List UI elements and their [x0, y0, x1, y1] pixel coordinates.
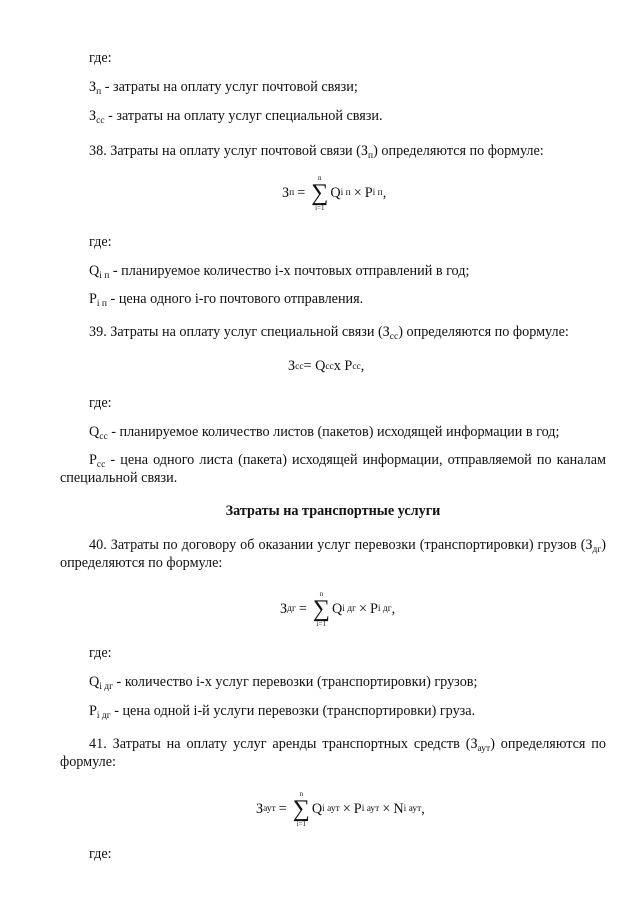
section-heading: Затраты на транспортные услуги	[225, 503, 441, 519]
definition-pip: $P_{i п}$ - цена одного i-го почтового отправления.	[89, 291, 364, 309]
where-label-5: где:	[89, 846, 112, 862]
sum-symbol: n ∑ i=1	[311, 174, 329, 212]
where-label-1: где:	[89, 50, 112, 66]
definition-zp: $З_п$ - затраты на оплату услуг почтовой связи;	[89, 79, 358, 97]
definition-zss: $З_{сс}$ - затраты на оплату услуг специальной связи.	[89, 108, 383, 126]
where-label-3: где:	[89, 395, 112, 411]
formula-rental: З аут = n ∑ i=1 Q i аут × P i аут × N i аут ,	[256, 790, 425, 828]
definition-qidg: $Q_{i дг}$ - количество i-х услуг перевозки (транспортировки) грузов;	[89, 674, 478, 692]
paragraph-39: 39. Затраты на оплату услуг специальной связи $(З_{сс})$ определяются по формуле:	[89, 324, 569, 342]
formula-postal: З п = n ∑ i=1 Q i п × P i п ,	[282, 174, 387, 212]
definition-qip: $Q_{i п}$ - планируемое количество i-х почтовых отправлений в год;	[89, 263, 470, 281]
where-label-4: где:	[89, 645, 112, 661]
formula-freight: З дг = n ∑ i=1 Q i дг × P i дг ,	[280, 590, 396, 628]
sum-symbol: n ∑ i=1	[292, 790, 310, 828]
definition-pidg: $P_{i дг}$ - цена одной i-й услуги перевозки (транспортировки) груза.	[89, 703, 476, 721]
definition-pss: $P_{сс}$ - цена одного листа (пакета) исходящей информации, отправляемой по каналам специальной связи.	[60, 452, 606, 486]
where-label-2: где:	[89, 234, 112, 250]
sum-symbol: n ∑ i=1	[312, 590, 330, 628]
definition-qss: $Q_{сс}$ - планируемое количество листов (пакетов) исходящей информации в год;	[89, 424, 560, 442]
paragraph-40: 40. Затраты по договору об оказании услуг перевозки (транспортировки) грузов $(З_{дг})$ определяются по формуле:	[60, 537, 606, 571]
paragraph-41: 41. Затраты на оплату услуг аренды транспортных средств $(З_{аут})$ определяются по формуле:	[60, 736, 606, 770]
formula-special: З сс = Q сс x P сс ,	[288, 358, 365, 374]
paragraph-38: 38. Затраты на оплату услуг почтовой связи $(З_п)$ определяются по формуле:	[89, 143, 544, 161]
